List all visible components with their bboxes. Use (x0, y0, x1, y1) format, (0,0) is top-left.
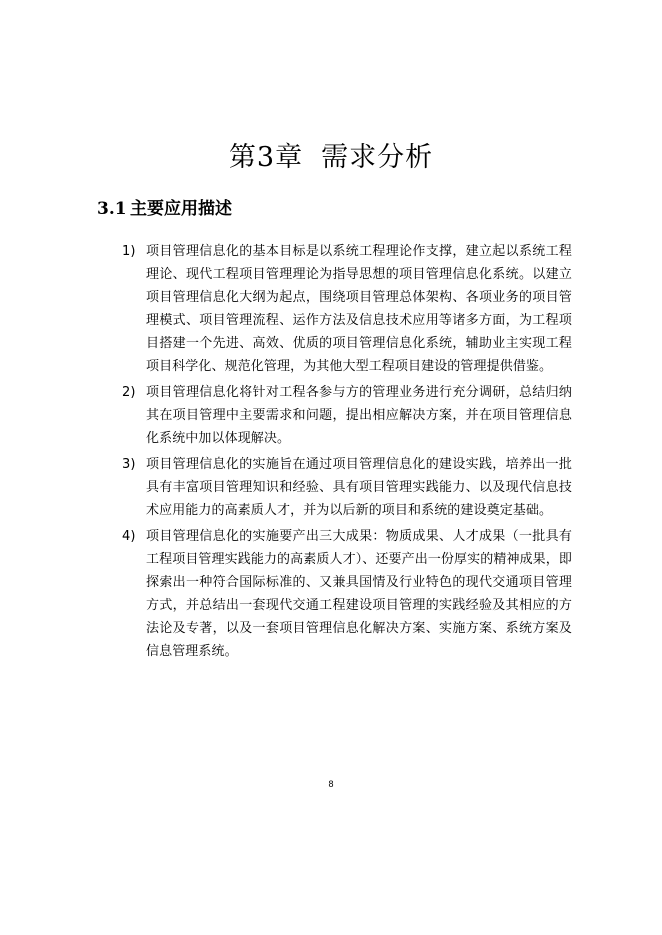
section-heading (97, 198, 232, 220)
list-item (122, 381, 572, 450)
list-item-text: 项目管理信息化的基本目标是以系统工程理论作支撑，建立起以系统工程理论、现代工程项目管理理论为指导思想的项目管理信息化系统。以建立项目管理信息化大纲为起点，围绕项目管理总体架构、各项业务的项目管理模式、项目管理流程、运作方法及信息技术应用等诸多方面，为工程项目搭建一个先进、高效、优质的项目管理信息化系统，辅助业主实现工程项目科学化、规范化管理，为其他大型工程项目建设的管理提供借鉴。 (146, 244, 572, 374)
requirements-list (122, 240, 572, 666)
chapter-title (0, 142, 662, 174)
list-item-text: 项目管理信息化的实施旨在通过项目管理信息化的建设实践，培养出一批具有丰富项目管理知识和经验、具有项目管理实践能力、以及现代信息技术应用能力的高素质人才，并为以后新的项目和系统的建设奠定基础。 (146, 457, 572, 518)
section-title: 主要应用描述 (130, 199, 232, 219)
chapter-name: 需求分析 (321, 142, 434, 173)
section-number: 3.1 (97, 199, 127, 219)
page-number: 8 (328, 779, 334, 789)
list-item (122, 453, 572, 522)
list-item (122, 525, 572, 663)
list-item-text: 项目管理信息化的实施要产出三大成果：物质成果、人才成果（一批具有工程项目管理实践能力的高素质人才）、还要产出一份厚实的精神成果，即探索出一种符合国际标准的、又兼具国情及行业特色的现代交通项目管理方式，并总结出一套现代交通工程建设项目管理的实践经验及其相应的方法论及专著，以及一套项目管理信息化解决方案、实施方案、系统方案及信息管理系统。 (146, 529, 572, 659)
list-item-marker: 2) (122, 385, 136, 400)
list-item-marker: 1) (122, 244, 136, 259)
list-item-text: 项目管理信息化将针对工程各参与方的管理业务进行充分调研，总结归纳其在项目管理中主要需求和问题，提出相应解决方案，并在项目管理信息化系统中加以体现解决。 (146, 385, 572, 446)
list-item (122, 240, 572, 378)
chapter-number: 第3章 (228, 142, 304, 173)
list-item-marker: 4) (122, 529, 136, 544)
list-item-marker: 3) (122, 457, 136, 472)
